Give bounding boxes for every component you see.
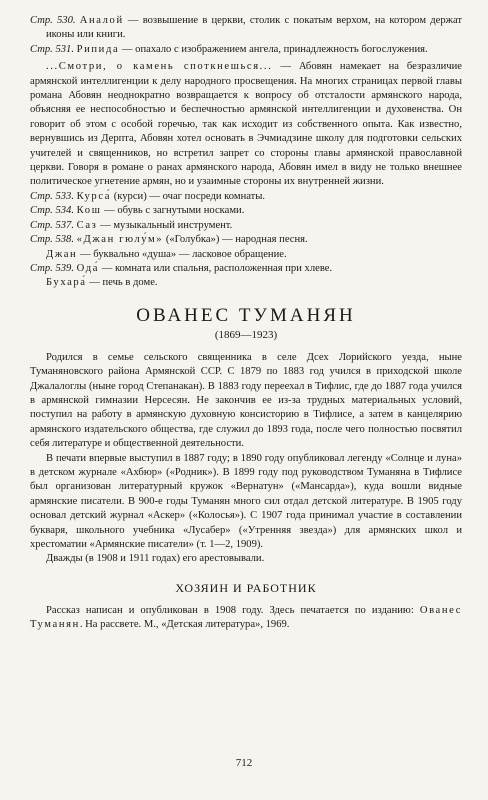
- note-oda: Стр. 539. Ода́ — комната или спальня, расположенная при хлеве.: [30, 262, 333, 274]
- note-kosh: Стр. 534. Кош — обувь с загнутыми носками.: [30, 205, 245, 217]
- author-years: (1869—1923): [214, 328, 278, 341]
- comment-stone: ...Смотри, о камень споткнешься... — Абовян намекает на безразличие армянской интеллигенции к делу народного просвещения. На многих страницах первой главы романа Абовян неоднократно возвращается к вопросу об отсталости армянского народа, объясняя ее неспособностью и беспечностью армянской интеллигенции и духовенства. Он говорит об этом с особой горечью, так как исходит из собственного опыта. Как известно, вернувшись из Дерпта, Абовян хотел основать в Эчмиадзине школу для подготовки сельских учителей и священников, но встретил запрет со стороны главы армянской православной церкви. Говоря в романе о ранах армянского народа, Абовян имел в виду не только внешнее политическое угнетение армян, но и узаимные стороны их внутренней жизни.: [30, 61, 462, 188]
- note-jan: Джан — буквально «душа» — ласковое обращение.: [46, 248, 287, 260]
- note-saz: Стр. 537. Саз — музыкальный инструмент.: [30, 219, 233, 231]
- bio-paragraph: Родился в семье сельского священника в селе Дсех Лорийского уезда, ныне Туманяновского района Армянской ССР. С 1879 по 1883 год учился в приходской школе Джалалоглы (ныне город Степанакан). В 1883 году переехал в Тифлис, где до 1887 года учился в армянской гимназии Нерсесян. Не закончив ее из-за трудных материальных условий, поступил на работу в армянскую духовную консисторию в Тифлисе, а затем в канцелярию армянского издательского общества, где служил до 1893 года, после чего полностью посвятил себя литературе и общественной деятельности.: [30, 351, 462, 450]
- source-note: Рассказ написан и опубликован в 1908 году. Здесь печатается по изданию: Ованес Туманян. На рассвете. М., «Детская литература», 1969.: [30, 604, 462, 631]
- bio-paragraph: В печати впервые выступил в 1887 году; в 1890 году опубликовал легенду «Солнце и луна» в детском журнале «Ахбюр» («Родник»). В 1899 году под руководством Туманяна в Тифлисе был организован литературный кружок «Вернатун» («Мансарда»), куда вошли видные армянские писатели. В 900-е годы Туманян много сил отдал детской литературе. В 1905 году основал детский журнал «Аскер» («Колосья»). С 1907 года принимал участие в составлении букваря, школьного учебника «Лусабер» («Утренняя звезда») для армянских школ и хрестоматии «Армянские писатели» (т. 1—2, 1909).: [30, 452, 462, 550]
- page-number: 712: [235, 757, 253, 769]
- note-kursa: Стр. 533. Курса́ (курси) — очаг посреди комнаты.: [30, 190, 266, 202]
- note-jan-gyulum: Стр. 538. «Джан гюлу́м» («Голубка») — народная песня.: [30, 234, 308, 246]
- note-analoy: Стр. 530. Аналой — возвышение в церкви, столик с покатым верхом, на котором держат иконы или книги.: [30, 15, 463, 41]
- author-heading: ОВАНЕС ТУМАНЯН: [136, 304, 356, 326]
- note-ripida: Стр. 531. Рипида — опахало с изображением ангела, принадлежность богослужения.: [30, 43, 428, 55]
- note-bukhara: Бухара́ — печь в доме.: [46, 277, 158, 289]
- bio-paragraph: Дважды (в 1908 и 1911 годах) его арестовывали.: [46, 553, 265, 565]
- story-heading: ХОЗЯИН И РАБОТНИК: [175, 580, 317, 595]
